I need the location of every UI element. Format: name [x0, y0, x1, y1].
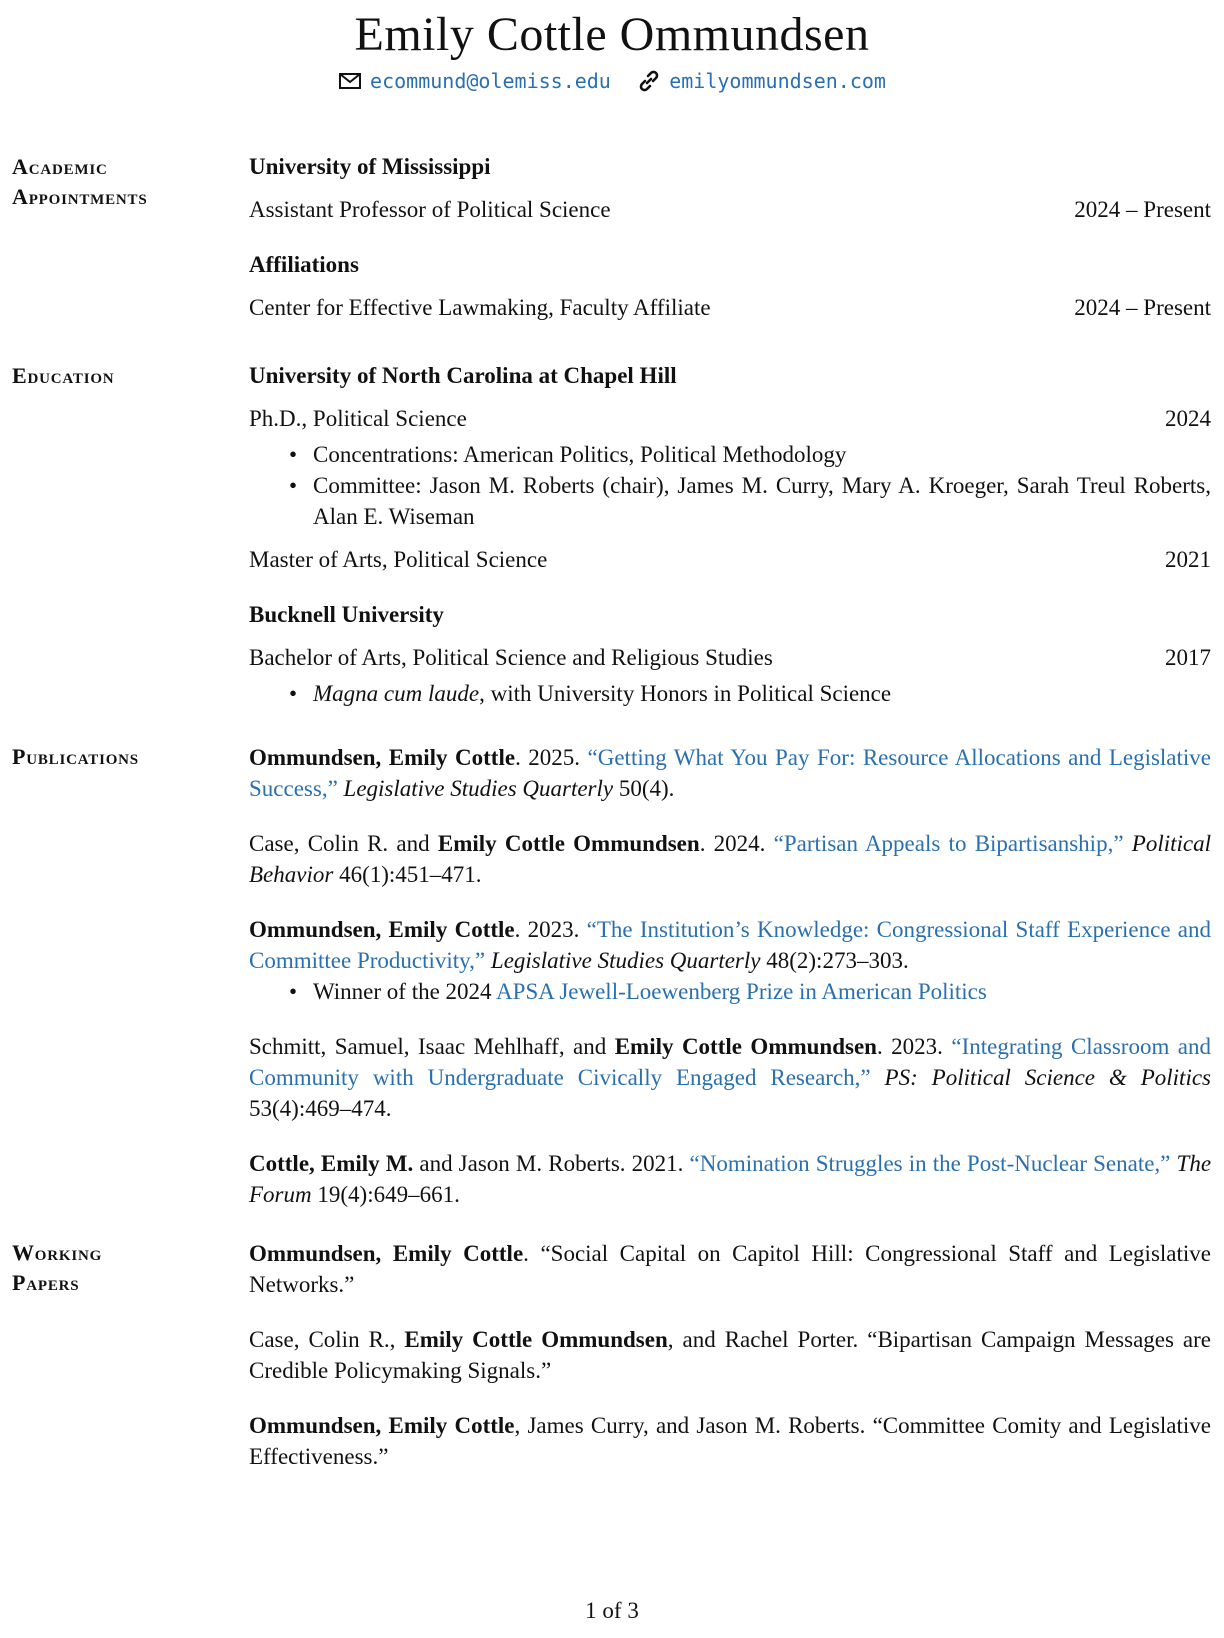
affiliation-title: Center for Effective Lawmaking, Faculty Affiliate	[249, 295, 711, 320]
list-item: • Committee: Jason M. Roberts (chair), James M. Curry, Mary A. Kroeger, Sarah Treul Roberts, Alan E. Wiseman	[289, 470, 1211, 532]
degree-title: Master of Arts, Political Science	[249, 547, 548, 572]
contact-line	[0, 66, 1224, 100]
email-link[interactable]: ecommund@olemiss.edu	[370, 69, 611, 93]
publication-entry: Schmitt, Samuel, Isaac Mehlhaff, and Emily Cottle Ommundsen. 2023. “Integrating Classroom and Community with Undergraduate Civically Engaged Research,” PS: Political Science & Politics 53(4):469–474.	[249, 1034, 1212, 1121]
publication-link[interactable]: “Nomination Struggles in the Post-Nuclear Senate,”	[689, 1151, 1171, 1176]
appointment-title: Assistant Professor of Political Science	[249, 197, 611, 222]
publication-award	[249, 976, 1211, 1007]
page-title: Emily Cottle Ommundsen	[354, 8, 870, 61]
link-icon	[637, 70, 661, 92]
appointments-body	[249, 152, 1211, 323]
degree-year: 2021	[1165, 547, 1211, 572]
website-contact[interactable]	[637, 66, 886, 96]
cv-header	[0, 6, 1224, 100]
working-paper-entry: Case, Colin R., Emily Cottle Ommundsen, and Rachel Porter. “Bipartisan Campaign Messages are Credible Policymaking Signals.”	[249, 1327, 1212, 1383]
section-label-education: Education	[12, 363, 115, 388]
degree-row	[249, 642, 1211, 673]
working-paper-entry: Ommundsen, Emily Cottle. “Social Capital on Capitol Hill: Congressional Staff and Legislative Networks.”	[249, 1241, 1211, 1297]
publication-entry: Cottle, Emily M. and Jason M. Roberts. 2021. “Nomination Struggles in the Post-Nuclear Senate,” The Forum 19(4):649–661.	[249, 1151, 1212, 1207]
publication-entry: Ommundsen, Emily Cottle. 2023. “The Institution’s Knowledge: Congressional Staff Experience and Committee Productivity,” Legislative Studies Quarterly 48(2):273–303.	[249, 917, 1211, 973]
degree-title: Ph.D., Political Science	[249, 406, 467, 431]
list-item: • Magna cum laude, with University Honors in Political Science	[289, 678, 1211, 709]
appointment-row	[249, 194, 1211, 225]
affiliations-heading: Affiliations	[249, 252, 359, 277]
list-item: • Winner of the 2024 APSA Jewell-Loewenberg Prize in American Politics	[289, 976, 1211, 1007]
award-link[interactable]: APSA Jewell-Loewenberg Prize in American Politics	[496, 979, 987, 1004]
education-body	[249, 361, 1211, 709]
page-number: 1 of 3	[585, 1598, 639, 1623]
appointment-dates: 2024 – Present	[1074, 197, 1211, 222]
degree-details	[249, 678, 1211, 709]
publication-link[interactable]: “The Institution’s Knowledge: Congressional Staff Experience and Committee Productivity,”	[249, 917, 1211, 973]
section-label-appointments: Academic Appointments	[12, 154, 148, 209]
institution-name: University of North Carolina at Chapel Hill	[249, 363, 677, 388]
affiliation-row	[249, 292, 1211, 323]
degree-year: 2017	[1165, 645, 1211, 670]
publication-entry: Case, Colin R. and Emily Cottle Ommundsen. 2024. “Partisan Appeals to Bipartisanship,” Political Behavior 46(1):451–471.	[249, 831, 1212, 887]
list-item: • Concentrations: American Politics, Political Methodology	[289, 439, 1211, 470]
institution-name: Bucknell University	[249, 602, 444, 627]
degree-row	[249, 544, 1211, 575]
publication-link[interactable]: “Integrating Classroom and Community with Undergraduate Civically Engaged Research,”	[249, 1034, 1212, 1090]
affiliation-dates: 2024 – Present	[1074, 295, 1211, 320]
section-label-working-papers: Working Papers	[12, 1240, 103, 1295]
working-paper-entry: Ommundsen, Emily Cottle, James Curry, and Jason M. Roberts. “Committee Comity and Legislative Effectiveness.”	[249, 1413, 1212, 1469]
website-link[interactable]: emilyommundsen.com	[669, 69, 886, 93]
degree-details	[249, 439, 1211, 532]
degree-row	[249, 403, 1211, 434]
email-contact[interactable]	[338, 66, 611, 96]
section-label-publications: Publications	[12, 744, 139, 769]
publication-entry: Ommundsen, Emily Cottle. 2025. “Getting What You Pay For: Resource Allocations and Legislative Success,” Legislative Studies Quarterly 50(4).	[249, 745, 1212, 801]
publication-link[interactable]: “Getting What You Pay For: Resource Allocations and Legislative Success,”	[249, 745, 1212, 801]
working-papers-body	[249, 1238, 1211, 1472]
publications-body	[249, 742, 1211, 1210]
institution-name: University of Mississippi	[249, 154, 491, 179]
publication-link[interactable]: “Partisan Appeals to Bipartisanship,”	[773, 831, 1124, 856]
degree-title: Bachelor of Arts, Political Science and Religious Studies	[249, 645, 773, 670]
envelope-icon	[338, 70, 362, 92]
degree-year: 2024	[1165, 406, 1211, 431]
